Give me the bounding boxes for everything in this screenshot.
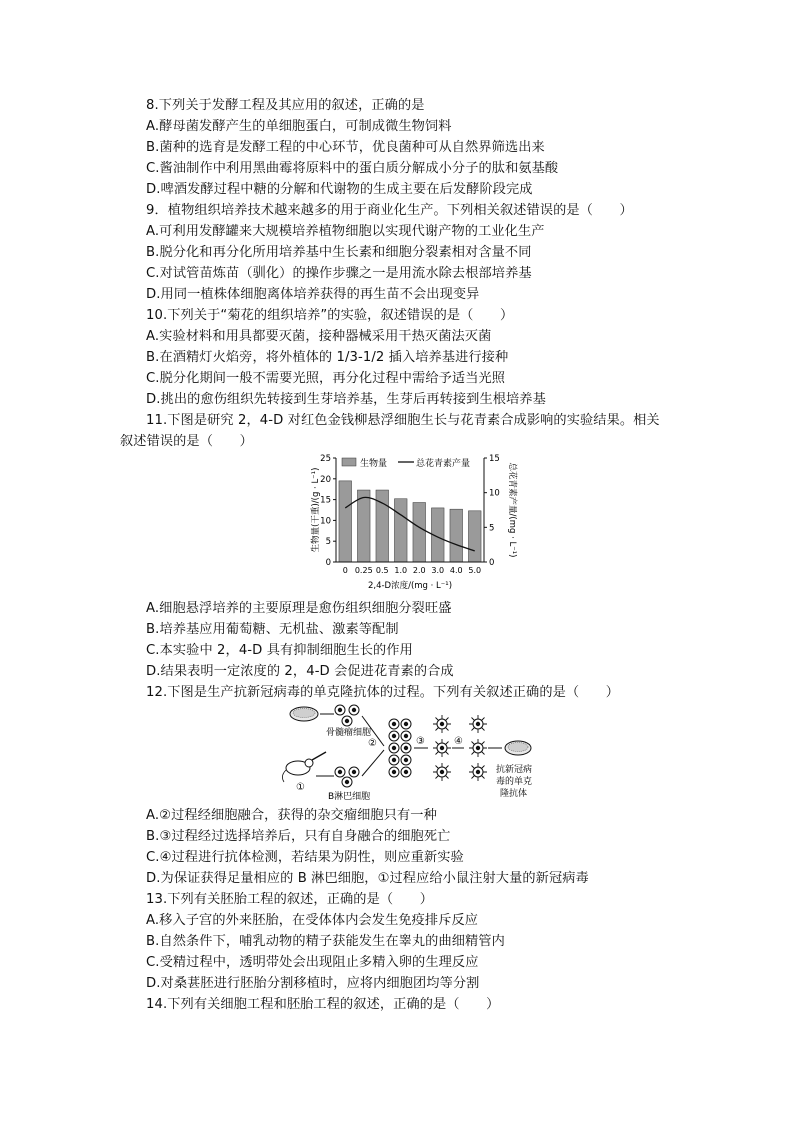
fused-cell-icon (401, 743, 411, 753)
question-13-option-c: C.受精过程中，透明带处会出现阻止多精入卵的生理反应 (146, 955, 479, 970)
mouse-icon (282, 752, 326, 782)
legend-line-label: 总花青素产量 (416, 459, 471, 469)
question-13-option-a: A.移入子宫的外来胚胎，在受体体内会发生免疫排斥反应 (146, 913, 479, 928)
b-cell-label: B淋巴细胞 (328, 792, 371, 802)
fused-cell-icon (389, 731, 399, 741)
myeloma-cell-icon (349, 705, 359, 715)
biomass-bar (357, 490, 370, 562)
question-14-stem: 14.下列有关细胞工程和胚胎工程的叙述，正确的是（ ） (146, 997, 500, 1012)
question-11-option-a: A.细胞悬浮培养的主要原理是愈伤组织细胞分裂旺盛 (146, 601, 452, 616)
biomass-bar (413, 503, 426, 562)
question-12-option-c: C.④过程进行抗体检测，若结果为阴性，则应重新实验 (146, 850, 464, 865)
biomass-bar (394, 499, 407, 562)
question-8-option-a: A.酵母菌发酵产生的单细胞蛋白，可制成微生物饲料 (146, 119, 452, 134)
monoclonal-antibody-diagram (282, 702, 554, 806)
biomass-bar (450, 509, 463, 562)
x-axis-label: 2,4-D浓度/(mg · L⁻¹) (367, 581, 453, 591)
x-tick-label: 5.0 (468, 566, 482, 575)
question-10-stem: 10.下列关于“菊花的组织培养”的实验，叙述错误的是（ ） (146, 308, 514, 323)
y-tick-label: 25 (320, 454, 331, 464)
y-tick-label: 5 (325, 537, 331, 548)
question-8-option-d: D.啤酒发酵过程中糖的分解和代谢物的生成主要在后发酵阶段完成 (146, 182, 533, 197)
x-tick-label: 2.0 (412, 566, 426, 575)
y2-tick-label: 10 (489, 488, 500, 499)
y-tick-label: 15 (320, 495, 331, 506)
y-axis-label: 生物量(干重)/(g · L⁻¹) (311, 467, 321, 553)
question-12-option-b: B.③过程经过选择培养后，只有自身融合的细胞死亡 (146, 829, 451, 844)
x-tick-label: 4.0 (449, 566, 463, 575)
hybridoma-cell-icon (469, 739, 487, 757)
hybridoma-cell-icon (433, 715, 451, 733)
question-11-option-d: D.结果表明一定浓度的 2，4-D 会促进花青素的合成 (146, 664, 454, 679)
antibody-label-line-2: 毒的单克 (496, 777, 533, 787)
biomass-bar (468, 511, 481, 562)
x-tick-label: 0 (342, 566, 348, 575)
y2-axis-label: 总花青素产量/(mg · L⁻¹) (507, 462, 517, 558)
fused-cell-icon (389, 743, 399, 753)
question-11-stem: 11.下图是研究 2，4-D 对红色金钱柳悬浮细胞生长与花青素合成影响的实验结果。相关 (146, 413, 660, 428)
step-2-label: ② (368, 738, 377, 749)
b-cell-icon (342, 777, 352, 787)
x-tick-label: 1.0 (394, 566, 408, 575)
question-10-option-d: D.挑出的愈伤组织先转接到生芽培养基，生芽后再转接到生根培养基 (146, 392, 546, 407)
question-9-option-a: A.可利用发酵罐来大规模培养植物细胞以实现代谢产物的工业化生产 (146, 224, 545, 239)
question-9-stem: 9．植物组织培养技术越来越多的用于商业化生产。下列相关叙述错误的是（ ） (146, 203, 633, 218)
x-tick-label: 0.25 (354, 566, 373, 575)
y2-tick-label: 5 (489, 523, 495, 534)
question-10-option-c: C.脱分化期间一般不需要光照，再分化过程中需给予适当光照 (146, 371, 506, 386)
fused-cell-icon (389, 767, 399, 777)
question-13-option-d: D.对桑葚胚进行胚胎分割移植时，应将内细胞团均等分割 (146, 976, 480, 991)
legend-bar-swatch (342, 458, 356, 466)
hybridoma-cell-icon (469, 763, 487, 781)
hybridoma-cell-icon (433, 739, 451, 757)
antibody-label-line-3: 隆抗体 (500, 789, 528, 799)
question-12-option-a: A.②过程经细胞融合，获得的杂交瘤细胞只有一种 (146, 808, 437, 823)
step-4-label: ④ (454, 736, 463, 747)
question-9-option-c: C.对试管苗炼苗（驯化）的操作步骤之一是用流水除去根部培养基 (146, 266, 532, 281)
question-8-option-b: B.菌种的选育是发酵工程的中心环节，优良菌种可从自然界筛选出来 (146, 140, 545, 155)
question-11-option-c: C.本实验中 2，4-D 具有抑制细胞生长的作用 (146, 643, 413, 658)
b-cell-icon (349, 767, 359, 777)
biomass-bar (339, 481, 352, 562)
legend-bar-label: 生物量 (360, 459, 388, 469)
antibody-label-line-1: 抗新冠病 (496, 765, 533, 775)
question-11-stem-continued: 叙述错误的是（ ） (120, 434, 253, 449)
fused-cell-icon (389, 719, 399, 729)
fused-cell-icon (401, 719, 411, 729)
y2-tick-label: 0 (489, 558, 495, 568)
question-13-stem: 13.下列有关胚胎工程的叙述，正确的是（ ） (146, 892, 434, 907)
question-10-option-b: B.在酒精灯火焰旁，将外植体的 1/3-1/2 插入培养基进行接种 (146, 350, 509, 365)
question-12-option-d: D.为保证获得足量相应的 B 淋巴细胞，①过程应给小鼠注射大量的新冠病毒 (146, 871, 589, 886)
question-8-stem: 8.下列关于发酵工程及其应用的叙述，正确的是 (146, 98, 425, 113)
y-tick-label: 10 (320, 516, 331, 527)
b-cell-icon (335, 767, 345, 777)
question-9-option-d: D.用同一植株体细胞离体培养获得的再生苗不会出现变异 (146, 287, 480, 302)
anthocyanin-chart (294, 450, 530, 598)
fused-cell-icon (401, 767, 411, 777)
question-12-stem: 12.下图是生产抗新冠病毒的单克隆抗体的过程。下列有关叙述正确的是（ ） (146, 685, 620, 700)
hybridoma-cell-icon (469, 715, 487, 733)
myeloma-label: 骨髓瘤细胞 (326, 728, 372, 738)
x-tick-label: 0.5 (375, 566, 389, 575)
myeloma-cell-icon (342, 716, 352, 726)
fused-cell-icon (389, 755, 399, 765)
y-tick-label: 0 (325, 558, 331, 568)
fused-cell-icon (401, 731, 411, 741)
step-3-label: ③ (416, 736, 425, 747)
antibody-culture-dish-icon (505, 741, 531, 755)
question-13-option-b: B.自然条件下，哺乳动物的精子获能发生在睾丸的曲细精管内 (146, 934, 505, 949)
y2-tick-label: 15 (489, 454, 500, 464)
fused-cell-icon (401, 755, 411, 765)
question-8-option-c: C.酱油制作中利用黑曲霉将原料中的蛋白质分解成小分子的肽和氨基酸 (146, 161, 559, 176)
myeloma-cell-icon (335, 705, 345, 715)
x-tick-label: 3.0 (431, 566, 445, 575)
question-11-option-b: B.培养基应用葡萄糖、无机盐、激素等配制 (146, 622, 399, 637)
step-1-label: ① (296, 782, 305, 793)
question-10-option-a: A.实验材料和用具都要灭菌，接种器械采用干热灭菌法灭菌 (146, 329, 492, 344)
hybridoma-cell-icon (433, 763, 451, 781)
y-tick-label: 20 (320, 474, 331, 485)
myeloma-culture-dish-icon (290, 707, 318, 721)
question-9-option-b: B.脱分化和再分化所用培养基中生长素和细胞分裂素相对含量不同 (146, 245, 532, 260)
